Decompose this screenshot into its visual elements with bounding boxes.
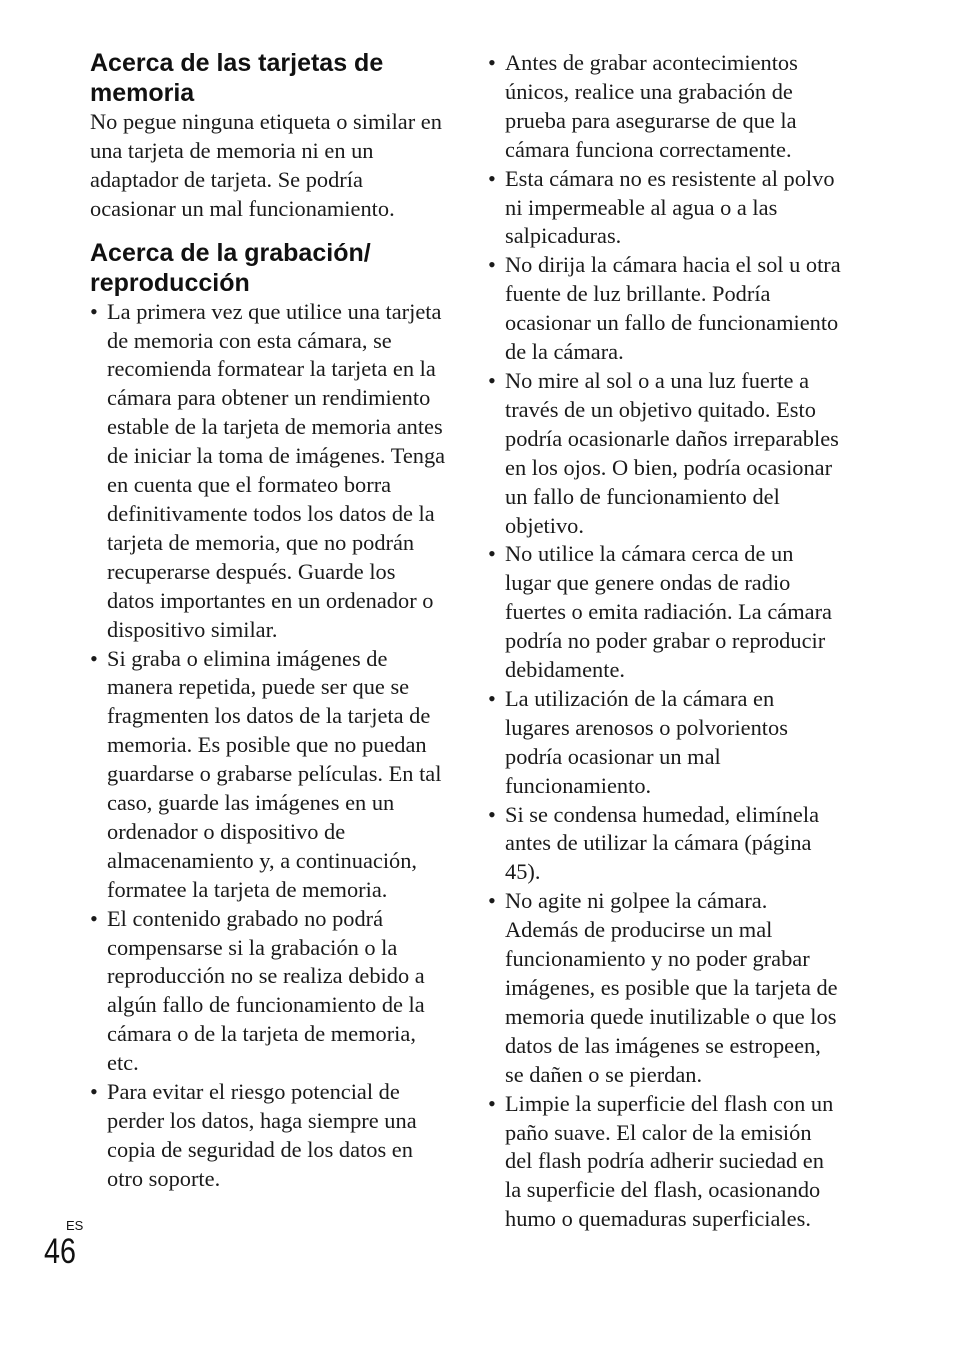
page-number: 46 xyxy=(44,1232,76,1271)
list-item: • Antes de grabar acontecimientos únicos, realice una grabación de prueba para asegurarse de que la cámara funciona correctamente. xyxy=(488,49,844,165)
list-item: • No mire al sol o a una luz fuerte a través de un objetivo quitado. Esto podría ocasionarle daños irreparables en los ojos. O bien, podría ocasionar un fallo de funcionamiento del objetivo. xyxy=(488,367,844,540)
list-item: • Si graba o elimina imágenes de manera repetida, puede ser que se fragmenten los datos de la tarjeta de memoria. Es posible que no puedan guardarse o grabarse películas. En tal caso, guarde las imágenes en un ordenador o dispositivo de almacenamiento y, a continuación, formatee la tarjeta de memoria. xyxy=(90,645,446,905)
list-item: • Limpie la superficie del flash con un paño suave. El calor de la emisión del flash podría adherir suciedad en la superficie del flash, ocasionando humo o quemaduras superficiales. xyxy=(488,1090,844,1235)
list-item: • No agite ni golpee la cámara. Además de producirse un mal funcionamiento y no poder grabar imágenes, es posible que la tarjeta de memoria quede inutilizable o que los datos de las imágenes se estropeen, se dañen o se pierdan. xyxy=(488,887,844,1089)
list-item: • La utilización de la cámara en lugares arenosos o polvorientos podría ocasionar un mal funcionamiento. xyxy=(488,685,844,801)
language-code: ES xyxy=(66,1218,84,1233)
list-item: • Para evitar el riesgo potencial de perder los datos, haga siempre una copia de seguridad de los datos en otro soporte. xyxy=(90,1078,446,1194)
list-item: • Esta cámara no es resistente al polvo ni impermeable al agua o a las salpicaduras. xyxy=(488,165,844,252)
list-item: • El contenido grabado no podrá compensarse si la grabación o la reproducción no se realiza debido a algún fallo de funcionamiento de la cámara o de la tarjeta de memoria, etc. xyxy=(90,905,446,1078)
memory-cards-paragraph: No pegue ninguna etiqueta o similar en una tarjeta de memoria ni en un adaptador de tarjeta. Se podría ocasionar un mal funcionamiento. xyxy=(90,109,442,221)
list-item: • La primera vez que utilice una tarjeta de memoria con esta cámara, se recomienda formatear la tarjeta en la cámara para obtener un rendimiento estable de la tarjeta de memoria antes de iniciar la toma de imágenes. Tenga en cuenta que el formateo borra definitivamente todos los datos de la tarjeta de memoria, que no podrán recuperarse después. Guarde los datos importantes en un ordenador o dispositivo similar. xyxy=(90,298,446,645)
section-title-recording-playback: Acerca de la grabación/ reproducción xyxy=(90,238,371,297)
left-column xyxy=(90,48,446,1194)
section-title-memory-cards: Acerca de las tarjetas de memoria xyxy=(90,49,384,107)
list-item: • No utilice la cámara cerca de un lugar que genere ondas de radio fuertes o emita radiación. La cámara podría no poder grabar o reproducir debidamente. xyxy=(488,540,844,685)
list-item: • No dirija la cámara hacia el sol u otra fuente de luz brillante. Podría ocasionar un fallo de funcionamiento de la cámara. xyxy=(488,251,844,367)
recording-playback-list xyxy=(90,298,446,1194)
right-column xyxy=(488,49,844,1234)
precautions-list xyxy=(488,49,844,1234)
list-item: • Si se condensa humedad, elimínela antes de utilizar la cámara (página 45). xyxy=(488,801,844,888)
